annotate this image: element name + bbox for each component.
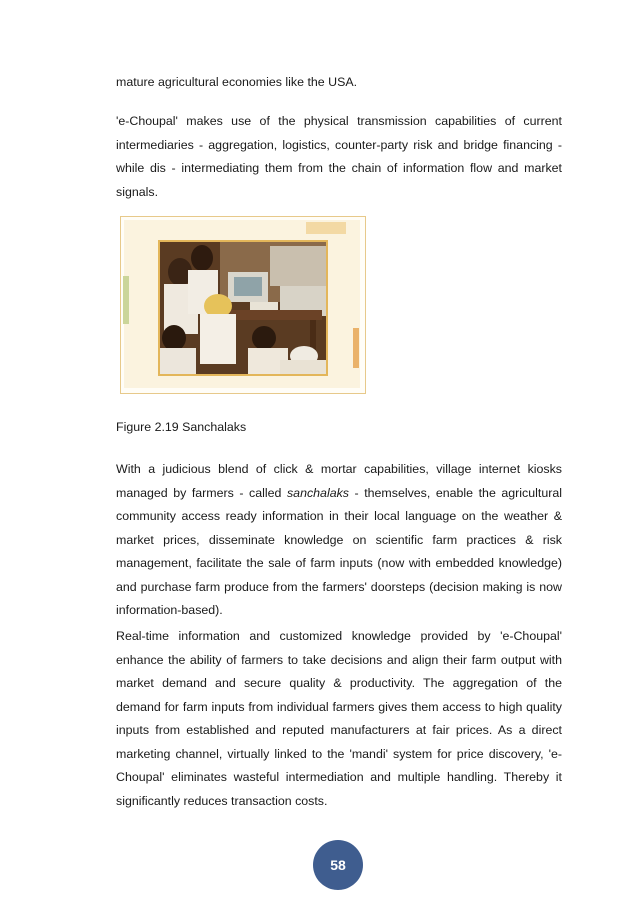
paragraph-realtime-information: Real-time information and customized knowledge provided by 'e-Choupal' enhance the ability of farmers to take decisions and align their farm output with market demand and secure quality & productivity. The aggregation of the demand for farm inputs from individual farmers gives them access to high quality inputs from established and reputed manufacturers at fair prices. As a direct marketing channel, virtually linked to the 'mandi' system for price discovery, 'e-Choupal' eliminates wasteful intermediation and multiple handling. Thereby it significantly reduces transaction costs.	[116, 629, 562, 808]
sanchalaks-photo-illustration	[160, 242, 326, 374]
page-number-badge: 58	[313, 840, 363, 890]
figure-frame-accent-orange	[353, 328, 359, 368]
figure-caption: Figure 2.19 Sanchalaks	[116, 420, 247, 434]
paragraph-echoupal-intermediaries: 'e-Choupal' makes use of the physical transmission capabilities of current intermediaries - aggregation, logistics, counter-party risk and bridge financing -while dis - intermediating them from the chain of information flow and market signals.	[116, 114, 562, 199]
sanchalaks-term: sanchalaks	[286, 485, 349, 500]
sanchalaks-photo	[158, 240, 328, 376]
figure-frame-accent-top	[306, 222, 346, 234]
figure-sanchalaks	[120, 216, 366, 394]
paragraph-sanchalaks	[116, 458, 562, 623]
paragraph-sanchalaks-part2: - themselves, enable the agricultural community access ready information in their local language on the weather & market prices, disseminate knowledge on scientific farm practices & risk management, facilitate the sale of farm inputs (now with embedded knowledge) and purchase farm produce from the farmers' doorsteps (decision making is now information-based).	[116, 485, 562, 617]
paragraph-sanchalaks-part1: With a judicious blend of click & mortar capabilities, village internet kiosks managed by farmers - called	[116, 462, 562, 500]
figure-frame-accent-green	[123, 276, 129, 324]
paragraph-intro-continued: mature agricultural economies like the USA.	[116, 75, 358, 89]
